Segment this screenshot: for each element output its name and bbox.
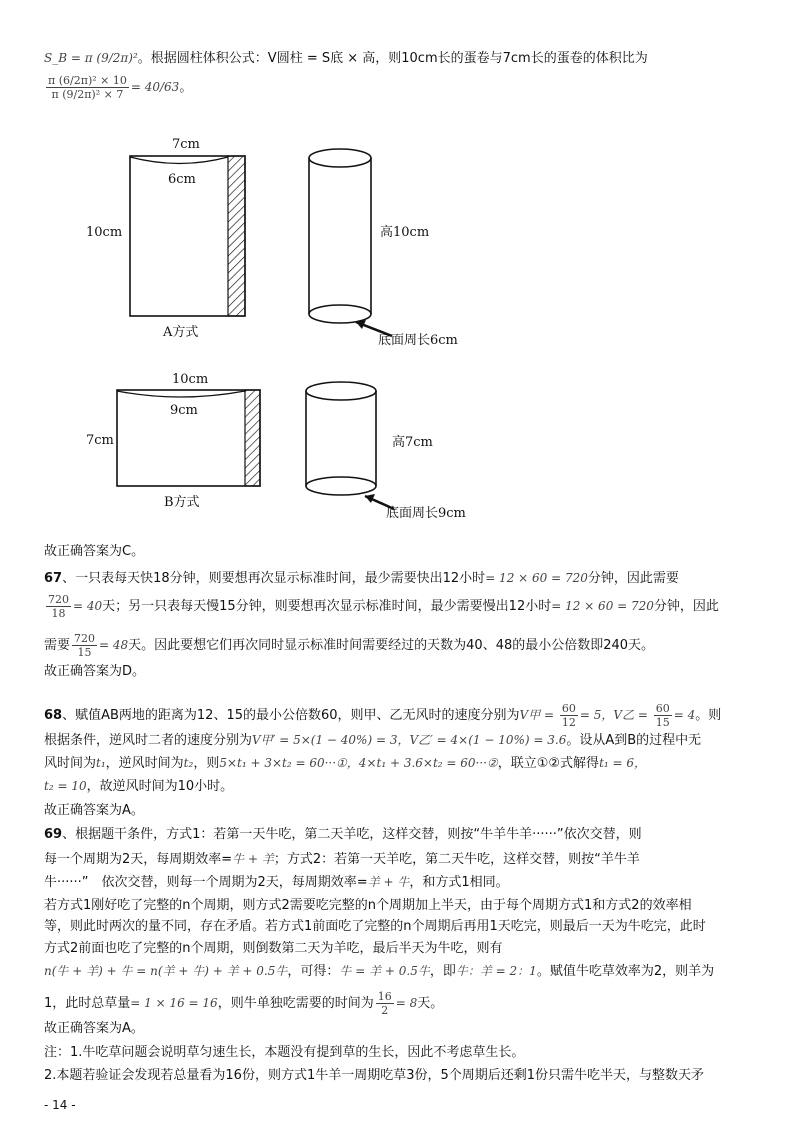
method-b-height-label: 7cm <box>86 433 114 448</box>
method-a-cylinder-height: 高10cm <box>380 225 430 240</box>
method-b-sheet <box>86 372 260 510</box>
q68-line-1: 68、赋值AB两地的距离为12、15的最小公倍数60，则甲、乙无风时的速度分别为V甲 = $\frac{60}{12}$ = 5，V乙 = $\frac{60}{15}$ = 4。则 <box>44 702 722 729</box>
method-a-inner-label: 6cm <box>168 172 196 187</box>
page-number: - 14 - <box>44 1098 76 1112</box>
volume-ratio-fraction: $\frac{\text{π (6/2π)² × 10}}{\text{π (9/2π)² × 7}}$ = 40/63。 <box>48 74 193 101</box>
q69-line-8: 1，此时总草量= 1 × 16 = 16，则牛单独吃需要的时间为 $\frac{16}{2}$ = 8天。 <box>44 990 444 1017</box>
q68-line-4: t₂ = 10，故逆风时间为10小时。 <box>44 779 234 794</box>
method-a-cylinder <box>309 149 458 348</box>
q68-answer: 故正确答案为A。 <box>44 803 144 818</box>
q67-line-3: 需要 $\frac{720}{15}$ = 48天。因此要想它们再次同时显示标准时间需要经过的天数为40、48的最小公倍数即240天。 <box>44 632 655 659</box>
q69-line-7: n(牛 + 羊) + 牛 = n(羊 + 牛) + 羊 + 0.5牛，可得：牛 = 羊 + 0.5牛，即牛：羊 = 2：1。赋值牛吃草效率为2，则羊为 <box>44 964 715 979</box>
method-b-cylinder-circumference: 底面周长9cm <box>386 506 466 521</box>
q69-line-1: 69、根据题干条件，方式1：若第一天牛吃，第二天羊吃，这样交替，则按“牛羊牛羊······”依次交替，则 <box>44 827 642 842</box>
q69-line-3: 牛······” 依次交替，则每一个周期为2天，每周期效率=羊 + 牛，和方式1相同。 <box>44 875 509 890</box>
q67-answer: 故正确答案为D。 <box>44 664 146 679</box>
method-a-caption: A方式 <box>163 325 199 340</box>
q69-note-1: 注：1.牛吃草问题会说明草匀速生长，本题没有提到草的生长，因此不考虑草生长。 <box>44 1045 525 1060</box>
q69-number: 69 <box>44 827 63 842</box>
q68-line-3: 风时间为t₁，逆风时间为t₂，则5×t₁ + 3×t₂ = 60···①，4×t₁ + 3.6×t₂ = 60···②，联立①②式解得t₁ = 6， <box>44 756 647 771</box>
q68-number: 68 <box>44 708 63 723</box>
method-a-width-label: 7cm <box>172 137 200 152</box>
method-a-cylinder-circumference: 底面周长6cm <box>378 333 458 348</box>
q69-line-6: 方式2前面也吃了完整的n个周期，则倒数第二天为羊吃，最后半天为牛吃，则有 <box>44 941 503 956</box>
q66-answer: 故正确答案为C。 <box>44 544 145 559</box>
q67-line-2: $\frac{720}{18}$ = 40天；另一只表每天慢15分钟，则要想再次显示标准时间，最少需要慢出12小时= 12 × 60 = 720分钟，因此 <box>48 593 719 620</box>
rolling-method-figure <box>0 0 800 540</box>
method-b-caption: B方式 <box>164 495 200 510</box>
method-b-cylinder-height: 高7cm <box>392 435 433 450</box>
volume-ratio-line: S_B = π (9/2π)²。根据圆柱体积公式：V圆柱 = S底 × 高，则10cm长的蛋卷与7cm长的蛋卷的体积比为 <box>44 51 648 66</box>
q67-number: 67 <box>44 571 63 586</box>
method-b-cylinder <box>306 382 466 521</box>
method-b-inner-label: 9cm <box>170 403 198 418</box>
method-a-sheet <box>86 137 245 340</box>
method-a-height-label: 10cm <box>86 225 123 240</box>
q68-line-2: 根据条件，逆风时二者的速度分别为V甲′ = 5×(1 − 40%) = 3，V乙′ = 4×(1 − 10%) = 3.6。设从A到B的过程中无 <box>44 733 702 748</box>
q67-line-1: 67、一只表每天快18分钟，则要想再次显示标准时间，最少需要快出12小时= 12 × 60 = 720分钟，因此需要 <box>44 571 679 586</box>
q69-line-5: 等，则此时两次的量不同，存在矛盾。若方式1前面吃了完整的n个周期后再用1天吃完，则最后一天为牛吃完，此时 <box>44 919 706 934</box>
method-b-width-label: 10cm <box>172 372 209 387</box>
sb-formula: S_B = π (9/2π)² <box>44 51 138 65</box>
q69-line-4: 若方式1刚好吃了完整的n个周期，则方式2需要吃完整的n个周期加上半天，由于每个周期方式1和方式2的效率相 <box>44 898 692 913</box>
q69-note-2: 2.本题若验证会发现若总量看为16份，则方式1牛羊一周期吃草3份，5个周期后还剩1份只需牛吃半天，与整数天矛 <box>44 1068 705 1083</box>
q69-answer: 故正确答案为A。 <box>44 1021 144 1036</box>
q69-line-2: 每一个周期为2天，每周期效率=牛 + 羊；方式2：若第一天羊吃，第二天牛吃，这样交替，则按“羊牛羊 <box>44 852 640 867</box>
